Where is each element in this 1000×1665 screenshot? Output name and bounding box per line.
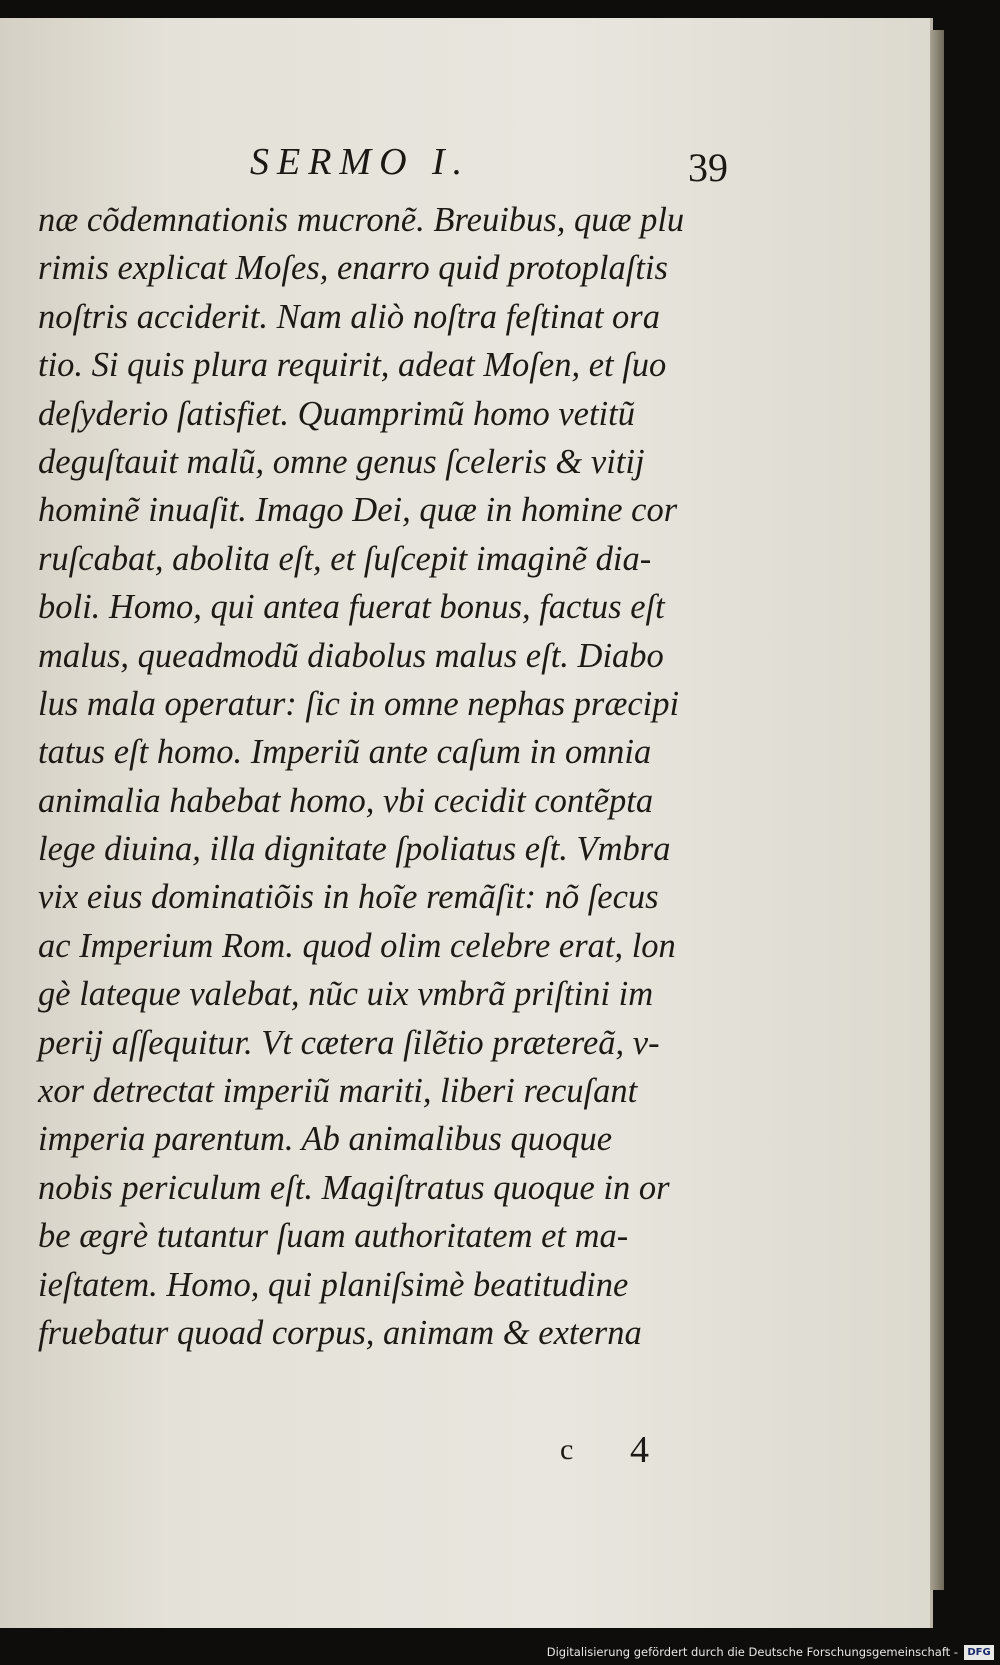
text-line: malus, queadmodũ diabolus malus eſt. Diabo [38,636,664,675]
text-line: næ cõdemnationis mucronẽ. Breuibus, quæ plu [38,201,685,239]
signature-mark-letter: c [560,1433,574,1466]
signature-mark-number: 4 [630,1429,649,1471]
text-line: tio. Si quis plura requirit, adeat Moſen, et ſuo [38,346,667,385]
text-line: hominẽ inuaſit. Imago Dei, quæ in homine cor [38,491,678,530]
text-line: ieſtatem. Homo, qui planiſsimè beatitudine [38,1265,629,1304]
text-line: perij aſſequitur. Vt cætera ſilẽtio prætereã, v- [38,1023,660,1062]
book-page [0,18,933,1628]
text-line: ac Imperium Rom. quod olim celebre erat, lon [38,926,676,965]
text-line: vix eius dominatiõis in hoĩe remãſit: nõ ſecus [38,878,659,917]
text-line: rimis explicat Moſes, enarro quid protoplaſtis [38,249,668,288]
text-line: ruſcabat, abolita eſt, et ſuſcepit imaginẽ dia- [38,539,652,578]
dfg-logo: DFG [964,1645,994,1660]
text-line: tatus eſt homo. Imperiũ ante caſum in omnia [38,733,652,772]
text-line: noſtris acciderit. Nam aliò noſtra feſtinat ora [38,297,660,336]
page-number: 39 [688,145,728,190]
digitization-footer [0,1635,1000,1665]
footer-credit: Digitalisierung gefördert durch die Deutsche Forschungsgemeinschaft - [546,1645,958,1659]
running-head-title: SERMO I. [250,141,471,183]
text-line: lege diuina, illa dignitate ſpoliatus eſt. Vmbra [38,830,671,869]
text-line: deguſtauit malũ, omne genus ſceleris & vitij [38,442,645,481]
text-line: fruebatur quoad corpus, animam & externa [38,1313,642,1352]
text-line: imperia parentum. Ab animalibus quoque [38,1120,613,1159]
text-line: be ægrè tutantur ſuam authoritatem et ma- [38,1217,629,1256]
text-line: animalia habebat homo, vbi cecidit contẽpta [38,781,654,820]
text-line: xor detrectat imperiũ mariti, liberi recuſant [38,1072,638,1111]
text-line: boli. Homo, qui antea fuerat bonus, factus eſt [38,588,665,627]
body-text [38,196,738,1357]
running-head [0,130,930,190]
text-line: lus mala operatur: ſic in omne nephas præcipi [38,684,680,723]
page-edge [930,30,944,1590]
text-line: gè lateque valebat, nũc uix vmbrã priſtini im [38,975,654,1014]
text-line: deſyderio ſatisfiet. Quamprimũ homo vetitũ [38,394,635,433]
text-line: nobis periculum eſt. Magiſtratus quoque in or [38,1168,670,1207]
